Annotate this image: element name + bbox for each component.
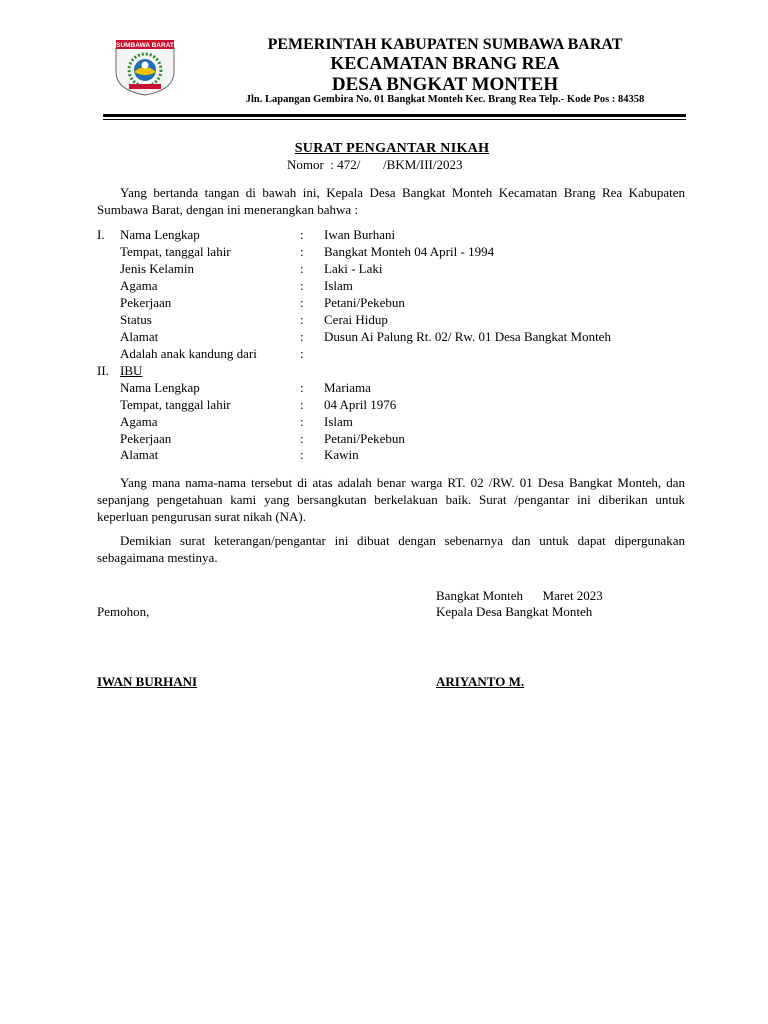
field-row	[97, 328, 697, 345]
field-value: Petani/Pekebun	[324, 431, 405, 446]
section-heading-row	[97, 362, 697, 379]
field-row	[97, 430, 697, 447]
header-address: Jln. Lapangan Gembira No. 01 Bangkat Monteh Kec. Brang Rea Telp.- Kode Pos : 84358	[245, 94, 645, 105]
applicant-label: Pemohon,	[97, 604, 150, 619]
letter-number: Nomor : 472/ /BKM/III/2023	[287, 157, 463, 172]
field-colon: :	[300, 244, 304, 259]
field-row	[97, 379, 697, 396]
official-title: Kepala Desa Bangkat Monteh	[436, 604, 593, 619]
field-colon: :	[300, 261, 304, 276]
header-rule-thick	[103, 114, 686, 117]
field-label: Agama	[120, 278, 158, 293]
field-value: Cerai Hidup	[324, 312, 388, 327]
field-label: Adalah anak kandung dari	[120, 346, 257, 361]
official-name: ARIYANTO M.	[436, 674, 525, 689]
field-value: Bangkat Monteh 04 April - 1994	[324, 244, 495, 259]
field-value: Islam	[324, 278, 353, 293]
field-row	[97, 226, 697, 243]
header-village: DESA BNGKAT MONTEH	[331, 74, 559, 95]
field-label: Agama	[120, 414, 158, 429]
field-value: Islam	[324, 414, 353, 429]
field-row	[97, 277, 697, 294]
field-colon: :	[300, 380, 304, 395]
field-row	[97, 243, 697, 260]
field-label: Pekerjaan	[120, 431, 172, 446]
applicant-name: IWAN BURHANI	[97, 674, 198, 689]
section-heading: IBU	[120, 363, 143, 378]
logo-text: SUMBAWA BARAT	[116, 42, 174, 49]
statement-paragraph: Yang mana nama-nama tersebut di atas adalah benar warga RT. 02 /RW. 01 Desa Bangkat Monteh, dan sepanjang pengetahuan kami yang bersangkutan berkelakuan baik. Surat /pengantar ini diberikan untuk keperluan pengurusan surat nikah (NA).	[97, 475, 685, 524]
field-label: Nama Lengkap	[120, 380, 200, 395]
closing-paragraph: Demikian surat keterangan/pengantar ini dibuat dengan sebenarnya dan untuk dapat dipergunakan sebagaimana mestinya.	[97, 533, 685, 565]
header-rule-thin	[103, 119, 686, 120]
field-colon: :	[300, 346, 304, 361]
field-row	[97, 446, 697, 463]
field-colon: :	[300, 312, 304, 327]
field-value: Dusun Ai Palung Rt. 02/ Rw. 01 Desa Bangkat Monteh	[324, 329, 611, 344]
section-number: I.	[97, 227, 105, 242]
field-colon: :	[300, 278, 304, 293]
field-label: Tempat, tanggal lahir	[120, 244, 231, 259]
field-colon: :	[300, 295, 304, 310]
field-value: Iwan Burhani	[324, 227, 396, 242]
field-row	[97, 260, 697, 277]
field-label: Status	[120, 312, 152, 327]
field-label: Jenis Kelamin	[120, 261, 195, 276]
field-row	[97, 413, 697, 430]
field-label: Alamat	[120, 447, 159, 462]
header-district: KECAMATAN BRANG REA	[330, 53, 560, 73]
section-number: II.	[97, 363, 109, 378]
regency-logo	[112, 38, 178, 96]
field-label: Alamat	[120, 329, 159, 344]
field-value: Laki - Laki	[324, 261, 383, 276]
field-row	[97, 294, 697, 311]
field-colon: :	[300, 397, 304, 412]
header-government: PEMERINTAH KABUPATEN SUMBAWA BARAT	[267, 36, 623, 53]
field-colon: :	[300, 329, 304, 344]
letter-title: SURAT PENGANTAR NIKAH	[294, 141, 490, 156]
field-colon: :	[300, 447, 304, 462]
field-row	[97, 311, 697, 328]
intro-paragraph: Yang bertanda tangan di bawah ini, Kepala Desa Bangkat Monteh Kecamatan Brang Rea Kabupaten Sumbawa Barat, dengan ini menerangkan bahwa :	[97, 185, 685, 217]
field-colon: :	[300, 414, 304, 429]
field-label: Nama Lengkap	[120, 227, 200, 242]
field-label: Tempat, tanggal lahir	[120, 397, 231, 412]
field-row	[97, 396, 697, 413]
field-colon: :	[300, 227, 304, 242]
field-value: Petani/Pekebun	[324, 295, 405, 310]
field-value: Kawin	[324, 447, 359, 462]
place-date: Bangkat Monteh Maret 2023	[436, 588, 603, 603]
field-value: 04 April 1976	[324, 397, 397, 412]
field-row	[97, 345, 697, 362]
field-colon: :	[300, 431, 304, 446]
field-value: Mariama	[324, 380, 371, 395]
field-label: Pekerjaan	[120, 295, 172, 310]
